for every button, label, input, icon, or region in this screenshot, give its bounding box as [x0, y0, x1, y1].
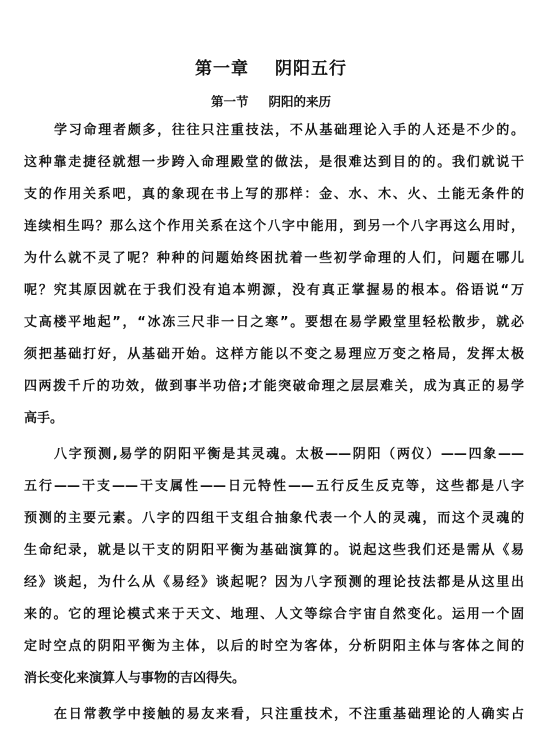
body-text-line: 在日常教学中接触的易友来看，只注重技术，不注重基础理论的人确实占 — [54, 707, 524, 722]
body-text-line: 学习命理者颇多，往往只注重技法，不从基础理论入手的人还是不少的。 — [54, 123, 524, 138]
body-text-line: 消长变化来演算人与事物的吉凶得失。 — [24, 671, 246, 686]
body-text-line: 支的作用关系吧，真的象现在书上写的那样：金、水、木、火、土能无条件的 — [24, 187, 524, 202]
body-text-line: 这种靠走捷径就想一步跨入命理殿堂的做法，是很难达到目的的。我们就说干 — [24, 155, 524, 170]
body-text-line: 须把基础打好，从基础开始。这样方能以不变之易理应万变之格局，发挥太极 — [24, 347, 524, 362]
section-title-text: 阴阳的来历 — [268, 94, 332, 109]
body-text-line: 四两拨千斤的功效，做到事半功倍;才能突破命理之层层难关，成为真正的易学 — [24, 379, 524, 394]
body-text-line: 为什么就不灵了呢？种种的问题始终困扰着一些初学命理的人们，问题在哪儿 — [24, 251, 524, 266]
body-text-line: 八字预测,易学的阴阳平衡是其灵魂。太极——阴阳（两仪）——四象—— — [54, 447, 524, 462]
section-number: 第一节 — [210, 94, 249, 109]
body-text-line: 预测的主要元素。八字的四组干支组合抽象代表一个人的灵魂，而这个灵魂的 — [24, 511, 524, 526]
chapter-title-text: 阴阳五行 — [275, 59, 347, 79]
body-text-line: 生命纪录，就是以干支的阴阳平衡为基础演算的。说起这些我们还是需从《易 — [24, 543, 524, 558]
body-text-line: 丈高楼平地起”，“冰冻三尺非一日之寒”。要想在易学殿堂里轻松散步，就必 — [24, 315, 524, 330]
chapter-number: 第一章 — [195, 59, 249, 79]
body-text-line: 来的。它的理论模式来于天文、地理、人文等综合宇宙自然变化。运用一个固 — [24, 607, 524, 622]
section-heading — [0, 92, 542, 110]
chapter-heading — [0, 54, 542, 79]
body-text-line: 经》谈起，为什么从《易经》谈起呢？因为八字预测的理论技法都是从这里出 — [24, 575, 524, 590]
body-text-line: 五行——干支——干支属性——日元特性——五行反生反克等，这些都是八字 — [24, 479, 524, 494]
body-text-line: 呢？究其原因就在于我们没有追本朔源，没有真正掌握易的根本。俗语说“万 — [24, 283, 524, 298]
body-text-line: 高手。 — [24, 411, 64, 426]
body-text-line: 连续相生吗？那么这个作用关系在这个八字中能用，到另一个八字再这么用时， — [24, 219, 524, 234]
body-text-line: 定时空点的阴阳平衡为主体，以后的时空为客体，分析阴阳主体与客体之间的 — [24, 639, 524, 654]
